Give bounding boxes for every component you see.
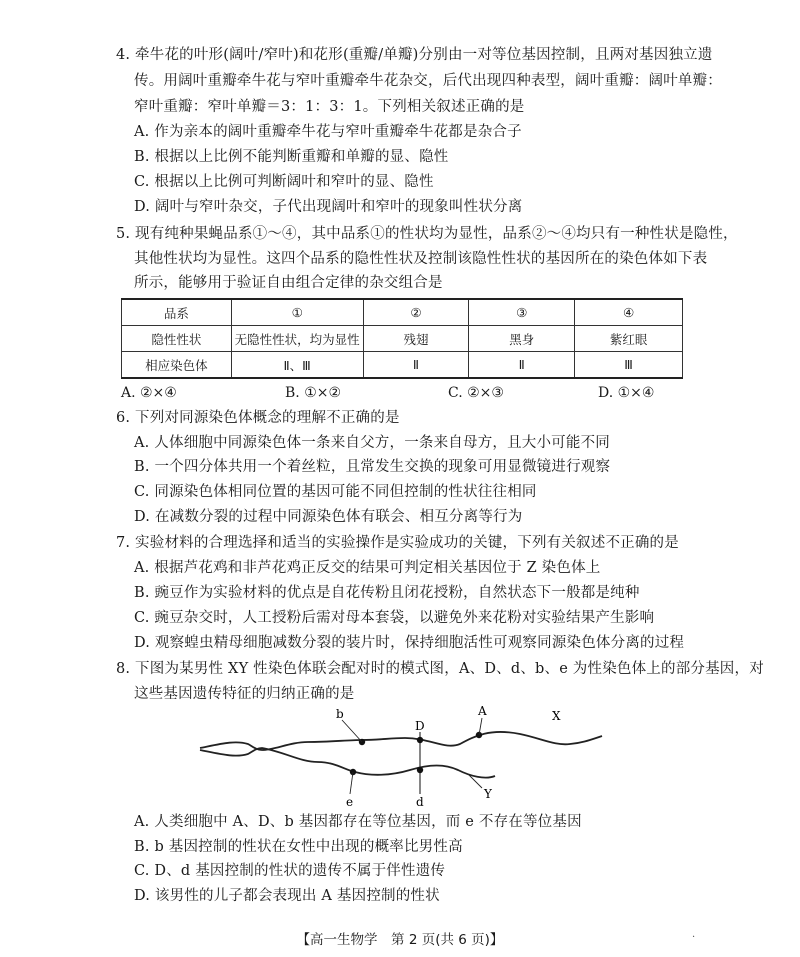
- q4-option-a: A. 作为亲本的阔叶重瓣牵牛花与窄叶重瓣牵牛花都是杂合子: [134, 124, 522, 140]
- q5-option-d: D. ①×④: [598, 385, 655, 401]
- q6-option-d: D. 在减数分裂的过程中同源染色体有联会、相互分离等行为: [134, 509, 523, 525]
- table-cell: ③: [469, 299, 575, 326]
- q7-option-c: C. 豌豆杂交时，人工授粉后需对母本套袋，以避免外来花粉对实验结果产生影响: [134, 610, 655, 626]
- corner-mark: ·: [692, 932, 696, 943]
- label-A: A: [478, 704, 487, 718]
- q8-stem-line-1: 8. 下图为某男性 XY 性染色体联会配对时的模式图，A、D、d、b、e 为性染色体上的部分基因，对: [116, 661, 764, 677]
- table-cell: Ⅲ: [575, 352, 683, 379]
- q8-option-c: C. D、d 基因控制的性状的遗传不属于伴性遗传: [134, 863, 446, 879]
- q4-option-d: D. 阔叶与窄叶杂交，子代出现阔叶和窄叶的现象叫性状分离: [134, 199, 523, 215]
- q5-stem-line-3: 所示，能够用于验证自由组合定律的杂交组合是: [134, 275, 443, 291]
- page-footer: 【高一生物学 第 2 页(共 6 页)】: [296, 932, 504, 948]
- q5-stem-line-1: 5. 现有纯种果蝇品系①～④，其中品系①的性状均为显性，品系②～④均只有一种性状是隐性，: [116, 226, 738, 242]
- table-cell: Ⅱ: [469, 352, 575, 379]
- table-cell: ②: [363, 299, 469, 326]
- table-cell: ①: [231, 299, 363, 326]
- table-cell: 品系: [122, 299, 232, 326]
- q7-option-b: B. 豌豆作为实验材料的优点是自花传粉且闭花授粉，自然状态下一般都是纯种: [134, 585, 640, 601]
- q4-option-b: B. 根据以上比例不能判断重瓣和单瓣的显、隐性: [134, 149, 449, 165]
- label-d: d: [416, 795, 424, 809]
- y-chromosome: [200, 748, 495, 778]
- table-row: [122, 352, 683, 379]
- q7-option-d: D. 观察蝗虫精母细胞减数分裂的装片时，保持细胞活性可观察同源染色体分离的过程: [134, 635, 685, 651]
- table-row: [122, 326, 683, 352]
- q5-option-a: A. ②×④: [121, 385, 177, 401]
- q4-stem-line-1: 4. 牵牛花的叶形(阔叶/窄叶)和花形(重瓣/单瓣)分别由一对等位基因控制，且两对基因独立遗: [116, 47, 713, 63]
- q6-option-a: A. 人体细胞中同源染色体一条来自父方，一条来自母方，且大小可能不同: [134, 435, 610, 451]
- q4-option-c: C. 根据以上比例可判断阔叶和窄叶的显、隐性: [134, 174, 434, 190]
- q8-option-d: D. 该男性的儿子都会表现出 A 基因控制的性状: [134, 888, 440, 904]
- q5-stem-line-2: 其他性状均为显性。这四个品系的隐性性状及控制该隐性性状的基因所在的染色体如下表: [134, 251, 708, 267]
- label-b: b: [336, 707, 344, 721]
- table-row: [122, 299, 683, 326]
- q6-option-c: C. 同源染色体相同位置的基因可能不同但控制的性状往往相同: [134, 484, 537, 500]
- q8-option-a: A. 人类细胞中 A、D、b 基因都存在等位基因，而 e 不存在等位基因: [134, 814, 582, 830]
- q6-option-b: B. 一个四分体共用一个着丝粒，且常发生交换的现象可用显微镜进行观察: [134, 459, 611, 475]
- q6-stem: 6. 下列对同源染色体概念的理解不正确的是: [116, 410, 400, 426]
- table-cell: 黑身: [469, 326, 575, 352]
- label-X: X: [552, 709, 561, 723]
- q8-option-b: B. b 基因控制的性状在女性中出现的概率比男性高: [134, 839, 463, 855]
- q7-stem: 7. 实验材料的合理选择和适当的实验操作是实验成功的关键，下列有关叙述不正确的是: [116, 535, 679, 551]
- q5-option-b: B. ①×②: [285, 385, 342, 401]
- q5-option-c: C. ②×③: [448, 385, 504, 401]
- label-D: D: [415, 719, 425, 733]
- q8-stem-line-2: 这些基因遗传特征的归纳正确的是: [134, 686, 355, 702]
- xy-chromosome-diagram: [190, 700, 610, 810]
- table-cell: 紫红眼: [575, 326, 683, 352]
- table-cell: 相应染色体: [122, 352, 232, 379]
- label-e: e: [346, 795, 354, 809]
- strain-table: [121, 298, 683, 379]
- table-cell: 无隐性性状，均为显性: [231, 326, 363, 352]
- q4-stem-line-2: 传。用阔叶重瓣牵牛花与窄叶重瓣牵牛花杂交，后代出现四种表型，阔叶重瓣：阔叶单瓣：: [134, 73, 722, 89]
- label-Y: Y: [484, 787, 492, 801]
- table-cell: 残翅: [363, 326, 469, 352]
- q7-option-a: A. 根据芦花鸡和非芦花鸡正反交的结果可判定相关基因位于 Z 染色体上: [134, 560, 601, 576]
- table-cell: Ⅱ: [363, 352, 469, 379]
- q4-stem-line-3: 窄叶重瓣：窄叶单瓣＝3：1：3：1。下列相关叙述正确的是: [134, 99, 525, 115]
- table-cell: 隐性性状: [122, 326, 232, 352]
- table-cell: ④: [575, 299, 683, 326]
- table-cell: Ⅱ、Ⅲ: [231, 352, 363, 379]
